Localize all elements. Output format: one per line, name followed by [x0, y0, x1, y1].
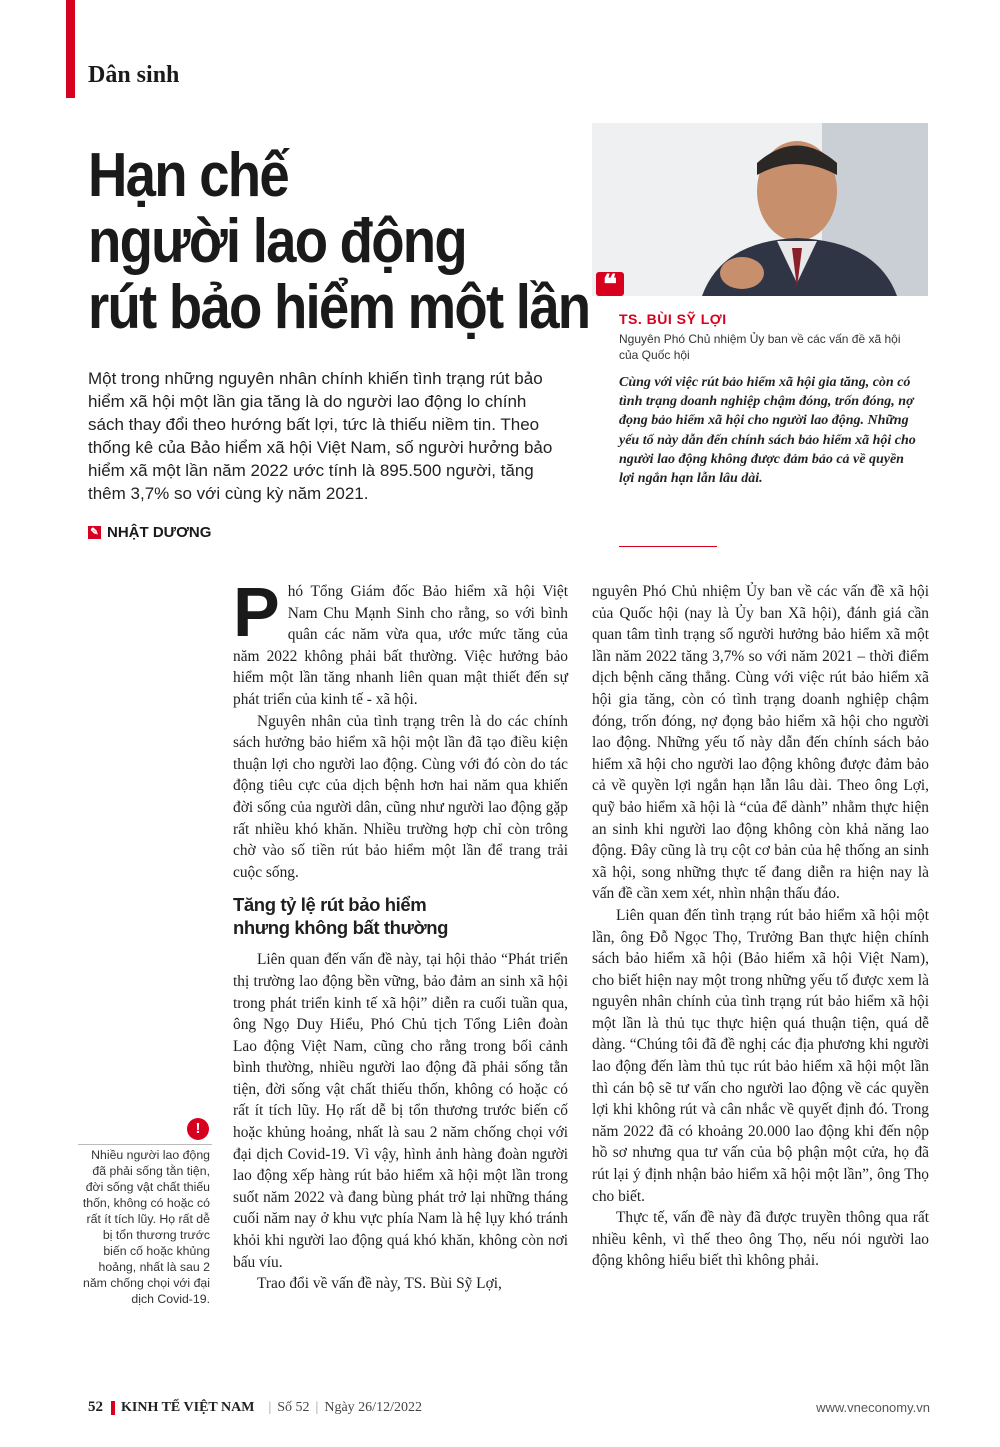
article-column-2	[592, 581, 929, 1272]
lead-paragraph: Một trong những nguyên nhân chính khiến tình trạng rút bảo hiểm xã hội một lần gia tăng là do người lao động lo chính sách thay đổi theo hướng bất lợi, tức là thiếu niềm tin. Theo thống kê của Bảo hiểm xã hội Việt Nam, số người hưởng bảo hiểm xã một lần năm 2022 ước tính là 895.500 người, tăng thêm 3,7% so với cùng kỳ năm 2021.	[88, 369, 553, 503]
side-note-divider	[78, 1144, 212, 1145]
speaker-name: TS. BÙI SỸ LỢI	[619, 311, 727, 327]
paragraph-2: Nguyên nhân của tình trạng trên là do các chính sách hưởng bảo hiểm xã hội một lần đã tạo điều kiện thuận lợi cho người lao động. Cùng với đó còn do tác động tiêu cực của dịch bệnh hơn hai năm qua khiến đời sống của người dân, cũng như người lao động gặp rất nhiều khó khăn. Nhiều trường hợp chỉ còn trông chờ vào số tiền rút bảo hiểm một lần để trang trải cuộc sống.	[233, 712, 568, 881]
portrait-illustration	[592, 123, 928, 296]
side-note: Nhiều người lao động đã phải sống tằn tiện, đời sống vật chất thiếu thốn, không có hoặc có rất ít tích lũy. Họ rất dễ bị tổn thương trước biến cố hoặc khủng hoảng, nhất là sau 2 năm chống chọi với đại dịch Covid-19.	[82, 1148, 210, 1306]
headline	[88, 141, 590, 342]
exclamation-icon: !	[187, 1118, 209, 1140]
paragraph-1-text: hó Tổng Giám đốc Bảo hiểm xã hội Việt Nam Chu Mạnh Sinh cho rằng, so với bình quân các năm vừa qua, ước mức tăng của năm 2022 không phải bất thường. Việc hưởng bảo hiểm một lần tăng nhanh liên quan mật thiết đến sự phát triển của kinh tế - xã hội.	[233, 583, 568, 708]
footer-accent-bar	[111, 1401, 115, 1415]
drop-cap: P	[233, 573, 280, 651]
headline-line-1: Hạn chế	[88, 141, 288, 210]
headline-line-3: rút bảo hiểm một lần	[88, 273, 590, 342]
speaker-quote: Cùng với việc rút bảo hiểm xã hội gia tăng, còn có tình trạng doanh nghiệp chậm đóng, trốn đóng, nợ đọng bảo hiểm xã hội cho người lao động. Những yếu tố này dẫn đến chính sách bảo hiểm xã hội cho người lao động không được đảm bảo cả về quyền lợi ngắn hạn lẫn lâu dài.	[619, 375, 916, 487]
article-column-1	[233, 573, 568, 1295]
quote-icon: ❝	[596, 272, 624, 296]
paragraph-1	[233, 573, 568, 711]
issue-number: Số 52	[277, 1399, 310, 1415]
footer-separator: |	[268, 1399, 272, 1415]
subheading-line-2: nhưng không bất thường	[233, 917, 449, 939]
website-link[interactable]: www.vneconomy.vn	[816, 1400, 930, 1415]
paragraph-5: nguyên Phó Chủ nhiệm Ủy ban về các vấn đề xã hội của Quốc hội (nay là Ủy ban Xã hội), đánh giá cần quan tâm tình trạng số người hưởng bảo hiểm xã một lần năm 2022 tăng 3,7% so với năm 2021 – thời điểm dịch bệnh căng thẳng. Cùng với việc rút bảo hiểm xã hội gia tăng, còn có tình trạng doanh nghiệp chậm đóng, trốn đóng, nợ đọng bảo hiểm xã hội cho người lao động. Những yếu tố này dẫn đến chính sách bảo hiểm xã hội cho người lao động không được đảm bảo cả về quyền lợi ngắn hạn lẫn lâu dài. Theo ông Lợi, quỹ bảo hiểm xã hội là “của để dành” nhằm thực hiện an sinh khi người lao động không còn khả năng lao động. Đây cũng là trụ cột cơ bản của hệ thống an sinh xã hội, song những thực tế đang diễn ra hiện nay là vấn đề cần xem xét, nhìn nhận thấu đáo.	[592, 583, 929, 903]
paragraph-3: Liên quan đến vấn đề này, tại hội thảo “Phát triển thị trường lao động bền vững, bảo đảm an sinh xã hội trong phát triển kinh tế xã hội” diễn ra cuối tuần qua, ông Ngọ Duy Hiểu, Phó Chủ tịch Tổng Liên đoàn Lao động Việt Nam, cũng cho rằng trong bối cảnh bình thường, nhiều người lao động đã phải sống tằn tiện, đời sống vật chất thiếu thốn, không có hoặc có rất ít tích lũy. Họ rất dễ bị tổn thương trước biến cố hoặc khủng hoảng, nhất là sau 2 năm chống chọi với đại dịch Covid-19. Vì vậy, hình ảnh hàng đoàn người lao động xếp hàng rút bảo hiểm xã hội một lần trong suốt năm 2022 và đang bùng phát trở lại những tháng cuối năm nay ở khu vực phía Nam là hệ lụy khó tránh khỏi khi người lao động quá khó khăn, không còn nơi bấu víu.	[233, 951, 568, 1271]
paragraph-4: Trao đổi về vấn đề này, TS. Bùi Sỹ Lợi,	[257, 1275, 502, 1293]
quote-divider	[619, 546, 717, 547]
magazine-name: KINH TẾ VIỆT NAM	[121, 1399, 255, 1415]
author-byline	[88, 524, 211, 541]
speaker-title: Nguyên Phó Chủ nhiệm Ủy ban về các vấn đề xã hội của Quốc hội	[619, 332, 901, 362]
pen-icon: ✎	[88, 526, 101, 539]
paragraph-7: Thực tế, vấn đề này đã được truyền thông qua rất nhiều kênh, vì thế theo ông Thọ, nếu nói người lao động không hiểu biết thì không phải.	[592, 1209, 929, 1270]
headline-line-2: người lao động	[88, 207, 466, 276]
subheading-line-1: Tăng tỷ lệ rút bảo hiểm	[233, 894, 427, 916]
author-name: NHẬT DƯƠNG	[107, 524, 212, 541]
issue-date: Ngày 26/12/2022	[324, 1399, 422, 1415]
section-accent-bar	[66, 0, 75, 98]
subheading	[233, 893, 568, 939]
paragraph-6: Liên quan đến tình trạng rút bảo hiểm xã hội một lần, ông Đỗ Ngọc Thọ, Trưởng Ban thực hiện chính sách bảo hiểm xã hội (Bảo hiểm xã hội Việt Nam), cho biết hiện nay một trong những yếu tố được xem là nguyên nhân chính của tình trạng rút bảo hiểm xã hội một lần là thủ tục thực hiện quá thuận tiện, quá dễ dàng. “Chúng tôi đã đề nghị các địa phương khi người lao động đến làm thủ tục rút bảo hiểm xã hội một lần thì cán bộ sẽ tư vấn cho người lao động về các quyền lợi khi không rút và cân nhắc về quyết định đó. Trong năm 2022 đã có khoảng 20.000 lao động khi đến nộp hồ sơ nhưng qua tư vấn của bộ phận một cửa, họ đã rút lại ý định nhận bảo hiểm xã hội một lần”, ông Thọ cho biết.	[592, 906, 929, 1205]
page-number: 52	[88, 1399, 103, 1415]
page-footer	[88, 1399, 930, 1416]
footer-separator: |	[315, 1399, 319, 1415]
section-label: Dân sinh	[88, 62, 180, 88]
speaker-photo	[592, 123, 928, 296]
